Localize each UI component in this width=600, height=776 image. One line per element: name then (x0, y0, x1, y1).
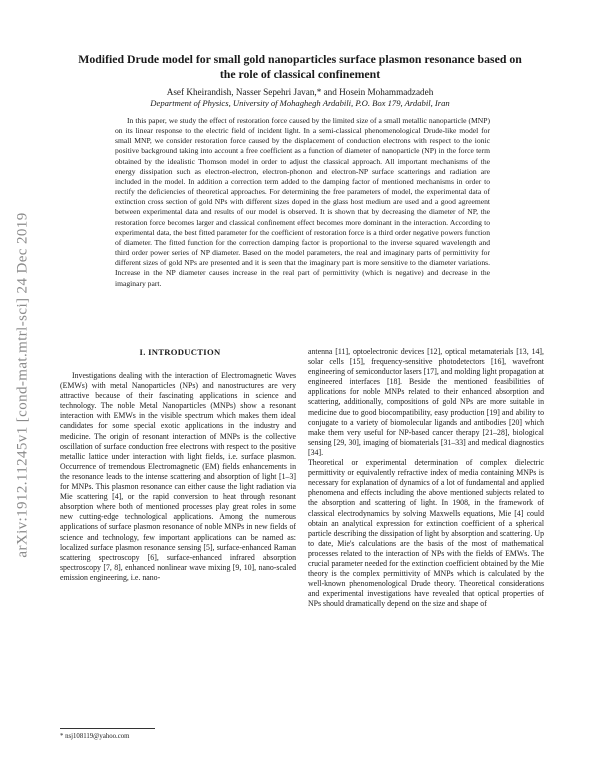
affiliation: Department of Physics, University of Mohaghegh Ardabili, P.O. Box 179, Ardabil, Iran (150, 98, 450, 108)
footnote-divider (60, 728, 155, 729)
author-list: Asef Kheirandish, Nasser Sepehri Javan,* and Hosein Mohammadzadeh (166, 87, 434, 97)
right-column-paragraph-1: antenna [11], optoelectronic devices [12], optical metamaterials [13, 14], solar cells [15], frequency-sensitive photodetectors [16], wavefront engineering of semiconductor lasers [17], and molding light propagation at engineered interfaces [18]. Beside the mentioned feasibilities of applications for noble MNPs related to their enhanced absorption and scattering, additionally, compositions of gold NPs are more suitable in medicine due to good biocompatibility, easy production [19] and ability to conjugate to a variety of biomolecular ligands and antibodies [20] which make them very useful for NP-based cancer therapy [21–28], biological sensing [29, 30], imaging of biomaterials [31–33] and medical diagnostics [34]. (308, 347, 544, 457)
abstract: In this paper, we study the effect of restoration force caused by the limited size of a small metallic nanoparticle (MNP) on its linear response to the electric field of incident light. In a semi-classical phenomenological Drude-like model for small MNP, we consider restoration force caused by the displacement of conduction electrons with respect to the ionic positive background taking into account a free coefficient as a function of diameter of nanoparticle (NP) in the force term obtained by the idealistic Thomson model in order to adjust the classical approach. All important mechanisms of the energy dissipation such as electron-electron, electron-phonon and electron-NP surface scatterings and radiation are included in the model. In addition a correction term added to the damping factor of mentioned mechanisms in order to rectify the deficiencies of theoretical approaches. For determining the free parameters of model, the experimental data of extinction cross section of gold NPs with different sizes doped in the glass host medium are used and a good agreement between experimental data and results of our model is observed. It is shown that by decreasing the diameter of NP, the restoration force becomes larger and classical confinement effect becomes more dominant in the interaction. According to experimental data, the best fitted parameter for the coefficient of restoration force is a third order negative powers function of diameter. The fitted function for the correction damping factor is proportional to the inverse squared wavelength and third order power series of NP diameter. Based on the model parameters, the real and imaginary parts of permittivity for different sizes of gold NPs are presented and it is seen that the imaginary part is more sensitive to the diameter variations. Increase in the NP diameter causes increase in the real part of permittivity (which is negative) and decrease in the imaginary part. (115, 116, 490, 288)
arxiv-identifier: arXiv:1912.11245v1 [cond-mat.mtrl-sci] 24 Dec 2019 (14, 212, 31, 558)
right-column-paragraph-2: Theoretical or experimental determination of complex dielectric permittivity or equivalently refractive index of media containing MNPs is necessary for explanation of dynamics of a lot of fundamental and applied phenomena and effects including the above mentioned subjects related to the absorption and scattering of light. In 1908, in the framework of classical electrodynamics by solving Maxwells equations, Mie [4] could obtain an analytical expression for extinction coefficient of a spherical particle describing the dissipation of light by absorption and scattering. Up to date, Mie's calculations are the basis of the most of mathematical processes related to the interaction of NPs with the fields of EMWs. The crucial parameter needed for the extinction coefficient obtained by the Mie theory is the complex permittivity of MNPs which is calculated by the well-known phenomenological Drude theory. Theoretical considerations and experimental investigations have revealed that optical properties of NPs should dramatically depend on the size and shape of (308, 458, 544, 609)
right-column (308, 347, 544, 609)
section-heading: I. INTRODUCTION (139, 347, 221, 357)
arxiv-sidebar (8, 150, 38, 620)
left-column-paragraph: Investigations dealing with the interaction of Electromagnetic Waves (EMWs) with metal Nanoparticles (NPs) and nanostructures are very attractive because of their fascinating applications in science and technology. The noble Metal Nanoparticles (MNPs) show a resonant interaction with EMWs in the visible spectrum which makes them ideal candidates for some special exotic applications in the industry and medicine. The origin of resonant interaction of MNPs is the collective oscillation of surface conduction free electrons with respect to the positive metallic lattice under interaction with light fields, i.e. surface plasmon. Occurrence of tremendous Electromagnetic (EM) fields enhancements in the resonance leads to the intense scattering and absorption of light [1–3] for MNPs. This plasmon resonance can either cause the light radiation via Mie scattering [4], or the rapid conversion to heat through resonant absorption where both of mentioned processes play great roles in some new cutting-edge technological applications. Among the numerous applications of surface plasmon resonance of noble MNPs in new fields of science and technology, few important applications can be named as: localized surface plasmon resonance sensing [5], surface-enhanced Raman scattering spectroscopy [6], surface-enhanced infrared absorption spectroscopy [7, 8], enhanced nonlinear wave mixing [9, 10], nano-scaled emission engineering, i.e. nano- (60, 371, 296, 582)
footnote-email: * nsj108119@yahoo.com (60, 733, 130, 740)
paper-title: Modified Drude model for small gold nanoparticles surface plasmon resonance based on the role of classical confinement (78, 52, 522, 81)
